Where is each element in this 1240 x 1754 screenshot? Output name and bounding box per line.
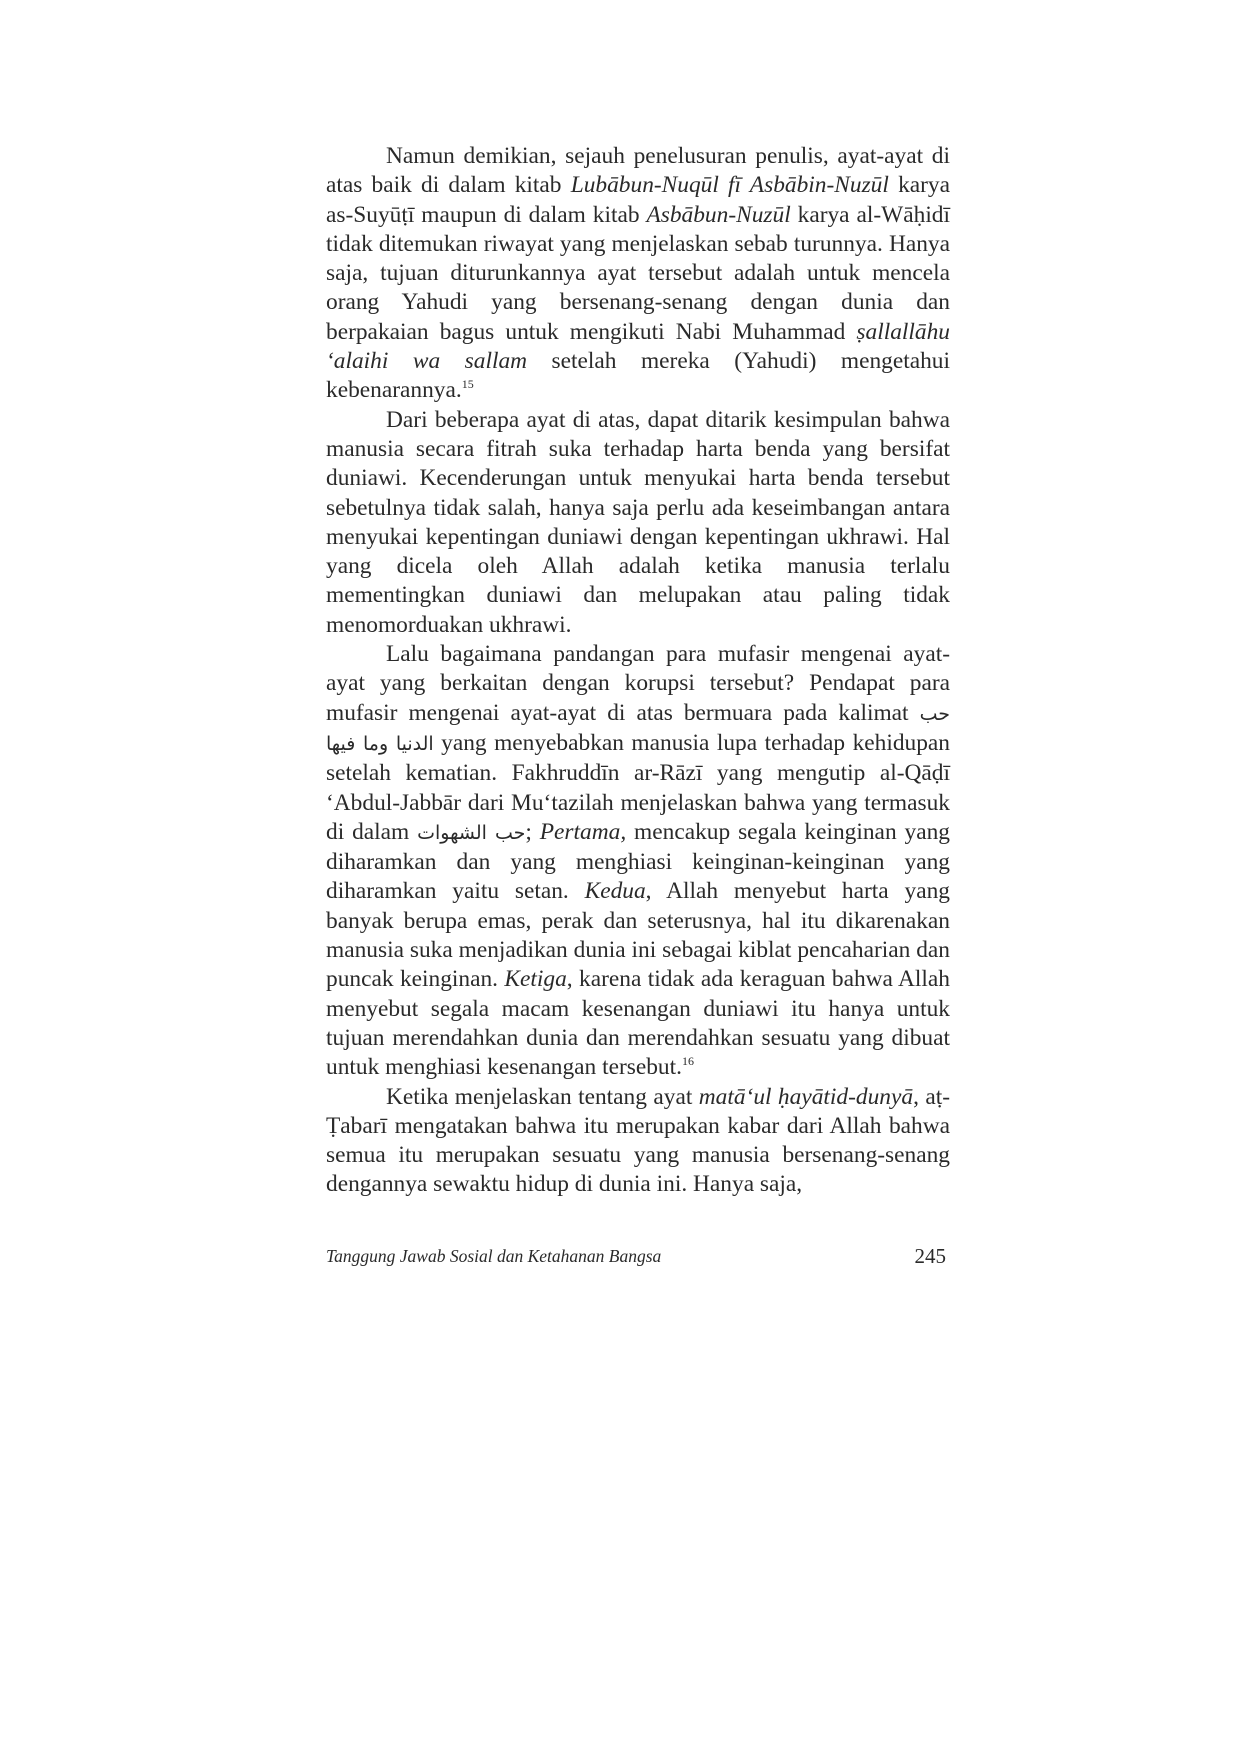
p1-text-3: karya al-Wāḥidī tidak ditemukan riwayat yang menjelaskan sebab turunnya. Hanya saja, tujuan diturunkannya ayat tersebut adalah untuk mencela orang Yahudi yang bersenang-senang dengan dunia dan berpakaian bagus untuk mengikuti Nabi Muhammad <box>326 201 951 345</box>
p1-italic-title-1: Lubābun-Nuqūl fī Asbābin-Nuzūl <box>570 172 889 199</box>
p3-italic-pertama: Pertama, <box>539 818 627 845</box>
footnote-ref-15: 15 <box>461 377 474 392</box>
p3-text-1: Lalu bagaimana pandangan para mufasir mengenai ayat-ayat yang berkaitan dengan korupsi tersebut? Pendapat para mufasir mengenai ayat-ayat di atas bermuara pada kalimat <box>326 641 950 726</box>
p4-text-2: , aṭ-Ṭabarī mengatakan bahwa itu merupakan kabar dari Allah bahwa semua itu merupakan sesuatu yang manusia bersenang-senang dengannya sewaktu hidup di dunia ini. Hanya saja, <box>326 1083 951 1198</box>
p3-text-5: , Allah menyebut harta yang banyak berupa emas, perak dan seterusnya, hal itu dikarenakan manusia suka menjadikan dunia ini sebagai kiblat pencaharian dan puncak keinginan. <box>326 878 950 993</box>
p4-italic-term: matā‘ul ḥayātid-dunyā <box>698 1083 914 1110</box>
body-text <box>326 142 950 1200</box>
p3-arabic-phrase-1: حب الدنيا وما فيها <box>326 702 950 755</box>
p3-text-2: yang menyebabkan manusia lupa terhadap kehidupan setelah kematian. Fakhruddīn ar-Rāzī yang mengutip al-Qāḍī ‘Abdul-Jabbār dari Mu‘tazilah menjelaskan bahwa yang termasuk di dalam <box>326 729 950 845</box>
page-footer <box>326 1246 950 1276</box>
p3-text-6: , karena tidak ada keraguan bahwa Allah menyebut segala macam kesenangan duniawi itu hanya untuk tujuan merendahkan dunia dan merendahkan sesuatu yang dibuat untuk menghiasi kesenangan tersebut. <box>326 966 950 1081</box>
p3-text-4: mencakup segala keinginan yang diharamkan dan yang menghiasi keinginan-keinginan yang diharamkan yaitu setan. <box>326 818 950 905</box>
paragraph-4 <box>326 1083 950 1200</box>
p4-text-1: Ketika menjelaskan tentang ayat <box>386 1083 699 1110</box>
p3-text-3: ; <box>525 818 540 845</box>
p1-text-4: setelah mereka (Yahudi) mengetahui kebenarannya. <box>326 348 950 404</box>
page-number: 245 <box>914 1244 946 1268</box>
paragraph-3 <box>326 640 950 1082</box>
paragraph-1 <box>326 142 950 406</box>
p1-italic-salawat: ṣallallāhu ‘alaihi wa sallam <box>326 318 950 375</box>
p3-arabic-phrase-2: حب الشهوات <box>417 821 526 844</box>
p3-italic-kedua: Kedua <box>584 878 646 905</box>
p1-text-1: Namun demikian, sejauh penelusuran penulis, ayat-ayat di atas baik di dalam kitab <box>326 143 950 199</box>
p3-italic-ketiga: Ketiga <box>504 966 567 993</box>
p1-text-2: karya as-Suyūṭī maupun di dalam kitab <box>326 172 951 228</box>
paragraph-2 <box>326 406 950 640</box>
p1-italic-title-2: Asbābun-Nuzūl <box>646 201 791 228</box>
footnote-ref-16: 16 <box>681 1054 694 1069</box>
p2-text-1: Dari beberapa ayat di atas, dapat ditarik kesimpulan bahwa manusia secara fitrah suka terhadap harta benda yang bersifat duniawi. Kecenderungan untuk menyukai harta benda tersebut sebetulnya tidak salah, hanya saja perlu ada keseimbangan antara menyukai kepentingan duniawi dengan kepentingan ukhrawi. Hal yang dicela oleh Allah adalah ketika manusia terlalu mementingkan duniawi dan melupakan atau paling tidak menomorduakan ukhrawi. <box>326 406 950 638</box>
running-title: Tanggung Jawab Sosial dan Ketahanan Bangsa <box>326 1246 662 1266</box>
